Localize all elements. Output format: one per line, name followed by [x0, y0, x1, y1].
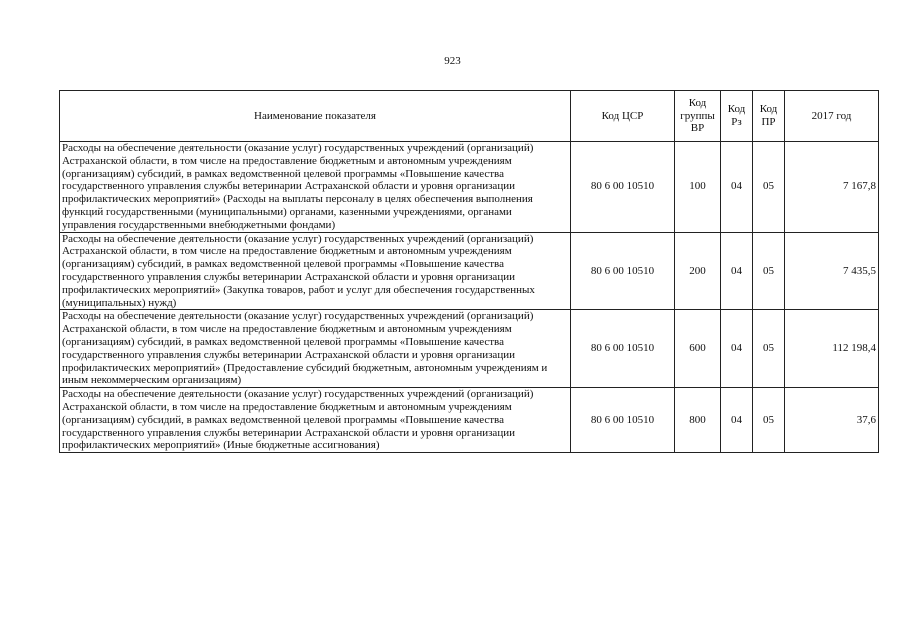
row-name: Расходы на обеспечение деятельности (оказание услуг) государственных учреждений (организаций) Астраханской области, в том числе на предоставление бюджетным и автономным учреждениям (организациям) субсидий, в рамках ведомственной целевой программы «Повышение качества государственного управления службы ветеринарии Астраханской области и уровня организации профилактических мероприятий» (Предоставление субсидий бюджетным, автономным учреждениям и иным некоммерческим организациям) [60, 310, 571, 388]
row-pr: 05 [753, 142, 785, 233]
row-pr: 05 [753, 388, 785, 453]
table-row [60, 232, 879, 310]
row-vr: 800 [675, 388, 721, 453]
row-amount: 37,6 [785, 388, 879, 453]
header-csr: Код ЦСР [571, 91, 675, 142]
row-name: Расходы на обеспечение деятельности (оказание услуг) государственных учреждений (организаций) Астраханской области, в том числе на предоставление бюджетным и автономным учреждениям (организациям) субсидий, в рамках ведомственной целевой программы «Повышение качества государственного управления службы ветеринарии Астраханской области и уровня организации профилактических мероприятий» (Иные бюджетные ассигнования) [60, 388, 571, 453]
row-vr: 100 [675, 142, 721, 233]
row-vr: 200 [675, 232, 721, 310]
row-amount: 7 435,5 [785, 232, 879, 310]
header-year: 2017 год [785, 91, 879, 142]
table-row [60, 142, 879, 233]
page-number: 923 [444, 55, 461, 67]
header-name: Наименование показателя [60, 91, 571, 142]
row-pr: 05 [753, 310, 785, 388]
row-csr: 80 6 00 10510 [571, 142, 675, 233]
row-rz: 04 [721, 388, 753, 453]
header-vr: Код группы ВР [675, 91, 721, 142]
row-rz: 04 [721, 142, 753, 233]
header-rz: Код Рз [721, 91, 753, 142]
budget-table [59, 90, 879, 453]
row-rz: 04 [721, 310, 753, 388]
row-csr: 80 6 00 10510 [571, 388, 675, 453]
header-row [60, 91, 879, 142]
row-amount: 7 167,8 [785, 142, 879, 233]
row-amount: 112 198,4 [785, 310, 879, 388]
header-pr: Код ПР [753, 91, 785, 142]
table-row [60, 388, 879, 453]
table-row [60, 310, 879, 388]
row-csr: 80 6 00 10510 [571, 310, 675, 388]
row-csr: 80 6 00 10510 [571, 232, 675, 310]
row-name: Расходы на обеспечение деятельности (оказание услуг) государственных учреждений (организаций) Астраханской области, в том числе на предоставление бюджетным и автономным учреждениям (организациям) субсидий, в рамках ведомственной целевой программы «Повышение качества государственного управления службы ветеринарии Астраханской области и уровня организации профилактических мероприятий» (Расходы на выплаты персоналу в целях обеспечения выполнения функций государственными (муниципальными) органами, казенными учреждениями, органами управления государственными внебюджетными фондами) [60, 142, 571, 233]
row-name: Расходы на обеспечение деятельности (оказание услуг) государственных учреждений (организаций) Астраханской области, в том числе на предоставление бюджетным и автономным учреждениям (организациям) субсидий, в рамках ведомственной целевой программы «Повышение качества государственного управления службы ветеринарии Астраханской области и уровня организации профилактических мероприятий» (Закупка товаров, работ и услуг для обеспечения государственных (муниципальных) нужд) [60, 232, 571, 310]
row-rz: 04 [721, 232, 753, 310]
row-vr: 600 [675, 310, 721, 388]
row-pr: 05 [753, 232, 785, 310]
